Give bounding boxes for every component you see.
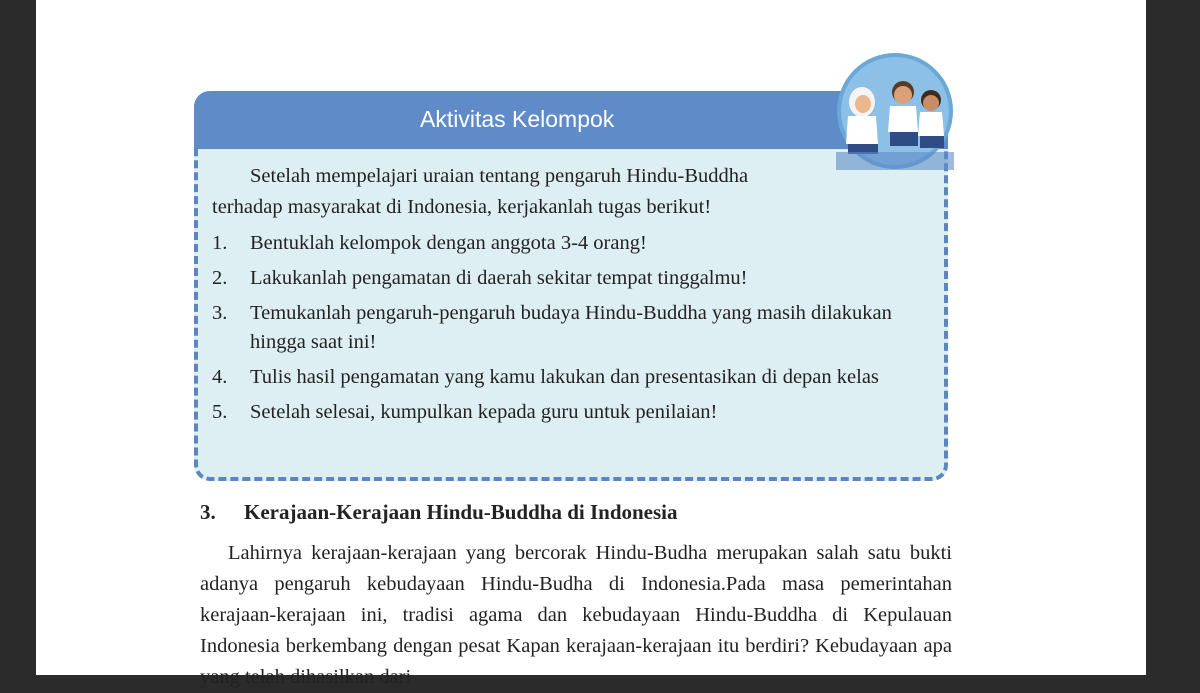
section-paragraph: [200, 538, 952, 693]
activity-body: [212, 161, 912, 433]
step-number: 3.: [212, 302, 228, 324]
section-title: Kerajaan-Kerajaan Hindu-Buddha di Indonesia: [244, 500, 678, 524]
activity-header: Aktivitas Kelompok: [194, 91, 948, 149]
activity-intro-line2: terhadap masyarakat di Indonesia, kerjakanlah tugas berikut!: [212, 196, 712, 218]
activity-intro-line1: Setelah mempelajari uraian tentang pengaruh Hindu-Buddha: [250, 165, 749, 187]
step-item: [212, 299, 912, 357]
step-text: Temukanlah pengaruh-pengaruh budaya Hindu-Buddha yang masih dilakukan hingga saat ini!: [250, 302, 892, 353]
step-number: 4.: [212, 366, 228, 388]
step-text: Setelah selesai, kumpulkan kepada guru untuk penilaian!: [250, 401, 718, 423]
step-item: [212, 398, 912, 427]
step-number: 2.: [212, 267, 228, 289]
activity-box: [194, 91, 948, 481]
step-text: Bentuklah kelompok dengan anggota 3-4 orang!: [250, 232, 647, 254]
step-number: 1.: [212, 232, 228, 254]
step-item: [212, 264, 912, 293]
step-item: [212, 363, 912, 392]
activity-steps: [212, 229, 912, 427]
step-text: Tulis hasil pengamatan yang kamu lakukan dan presentasikan di depan kelas: [250, 366, 879, 388]
step-text: Lakukanlah pengamatan di daerah sekitar tempat tinggalmu!: [250, 267, 748, 289]
section-heading: [200, 500, 678, 525]
paragraph-text: Lahirnya kerajaan-kerajaan yang bercorak Hindu-Budha merupakan salah satu bukti adanya pengaruh kebudayaan Hindu-Budha di Indonesia.Pada masa pemerintahan kerajaan-kerajaan ini, tradisi agama dan kebudayaan Hindu-Buddha di Kepulauan Indonesia berkembang dengan pesat Kapan kerajaan-kerajaan itu berdiri? Kebudayaan apa yang telah dihasilkan dari: [200, 542, 952, 688]
students-group-illustration-icon: [836, 52, 954, 170]
step-number: 5.: [212, 401, 228, 423]
section-number: 3.: [200, 500, 216, 524]
document-page: [36, 0, 1146, 688]
step-item: [212, 229, 912, 258]
